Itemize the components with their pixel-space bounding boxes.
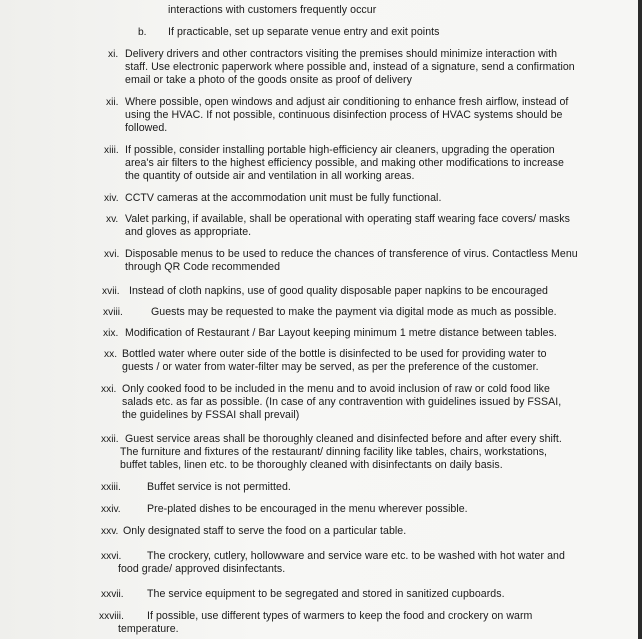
item-line-xv-2: and gloves as appropriate.: [125, 226, 252, 238]
item-line-xxvii-1: The service equipment to be segregated and stored in sanitized cupboards.: [147, 588, 505, 600]
item-line-xvi-2: through QR Code recommended: [125, 261, 281, 273]
item-marker-xxvii: xxvii.: [101, 589, 124, 600]
item-line-xxvi-1: The crockery, cutlery, hollowware and service ware etc. to be washed with hot water and: [147, 550, 565, 562]
item-line-xiv-1: CCTV cameras at the accommodation unit must be fully functional.: [125, 192, 442, 204]
item-marker-b: b.: [138, 27, 147, 38]
item-line-xviii-1: Guests may be requested to make the payment via digital mode as much as possible.: [151, 306, 557, 318]
item-marker-xxiv: xxiv.: [101, 504, 121, 515]
item-line-xxv-1: Only designated staff to serve the food on a particular table.: [123, 525, 407, 537]
item-line-xix-1: Modification of Restaurant / Bar Layout keeping minimum 1 metre distance between tables.: [125, 327, 557, 339]
item-marker-xxv: xxv.: [101, 526, 119, 537]
item-line-xv-1: Valet parking, if available, shall be operational with operating staff wearing face covers/ masks: [125, 213, 570, 225]
item-line-xxi-3: the guidelines by FSSAI shall prevail): [122, 409, 300, 421]
item-line-xxiv-1: Pre-plated dishes to be encouraged in the menu wherever possible.: [147, 503, 468, 515]
item-marker-xx: xx.: [104, 349, 118, 360]
item-marker-xiii: xiii.: [104, 145, 119, 156]
item-line-xxiii-1: Buffet service is not permitted.: [147, 481, 291, 493]
item-marker-xxii: xxii.: [101, 434, 119, 445]
item-line-xxviii-2: temperature.: [118, 623, 179, 635]
item-line-xxii-1: Guest service areas shall be thoroughly cleaned and disinfected before and after every shift.: [125, 433, 562, 445]
intro-line: interactions with customers frequently occur: [168, 4, 377, 16]
item-marker-xii: xii.: [106, 97, 119, 108]
item-line-xxii-3: buffet tables, linen etc. to be thoroughly cleaned with disinfectants on daily basis.: [120, 459, 503, 471]
item-line-xxviii-1: If possible, use different types of warmers to keep the food and crockery on warm: [147, 610, 533, 622]
item-line-xiii-1: If possible, consider installing portable high-efficiency air cleaners, upgrading the operation: [125, 144, 555, 156]
item-marker-xxvi: xxvi.: [101, 551, 122, 562]
item-marker-xix: xix.: [103, 328, 119, 339]
item-line-xxvi-2: food grade/ approved disinfectants.: [118, 563, 286, 575]
item-line-xi-2: staff. Use electronic paperwork where possible and, instead of a signature, send a confirmation: [125, 61, 575, 73]
item-line-xii-1: Where possible, open windows and adjust air conditioning to enhance fresh airflow, instead of: [125, 96, 569, 108]
item-marker-xxi: xxi.: [101, 384, 117, 395]
item-line-xii-2: using the HVAC. If not possible, continuous disinfection process of HVAC systems should be: [125, 109, 563, 121]
item-line-xvii-1: Instead of cloth napkins, use of good quality disposable paper napkins to be encouraged: [129, 285, 548, 297]
item-marker-xxviii: xxviii.: [99, 611, 124, 622]
item-line-xx-2: guests / or water from water-filter may be served, as per the preference of the customer.: [122, 361, 539, 373]
item-marker-xvi: xvi.: [104, 249, 120, 260]
item-line-xiii-2: area's air filters to the highest efficiency possible, and making other modifications to increase: [125, 157, 564, 169]
item-line-xi-1: Delivery drivers and other contractors visiting the premises should minimize interaction with: [125, 48, 558, 60]
item-marker-xv: xv.: [106, 214, 119, 225]
item-marker-xviii: xviii.: [103, 307, 123, 318]
item-marker-xvii: xvii.: [102, 286, 120, 297]
item-marker-xxiii: xxiii.: [101, 482, 121, 493]
item-line-xi-3: email or take a photo of the goods onsite as proof of delivery: [125, 74, 412, 86]
scan-edge: [638, 0, 642, 639]
item-marker-xiv: xiv.: [104, 193, 119, 204]
item-line-xvi-1: Disposable menus to be used to reduce the chances of transference of virus. Contactless Menu: [125, 248, 578, 260]
item-line-xx-1: Bottled water where outer side of the bottle is disinfected to be used for providing water to: [122, 348, 547, 360]
item-line-xxii-2: The furniture and fixtures of the restaurant/ dinning facility like tables, chairs, workstations,: [120, 446, 548, 458]
item-line-xiii-3: the quantity of outside air and ventilation in all working areas.: [125, 170, 415, 182]
item-line-xxi-1: Only cooked food to be included in the menu and to avoid inclusion of raw or cold food like: [122, 383, 550, 395]
item-marker-xi: xi.: [108, 49, 119, 60]
item-text-b: If practicable, set up separate venue entry and exit points: [168, 26, 440, 38]
item-line-xxi-2: salads etc. as far as possible. (In case of any contravention with guidelines issued by FSSAI,: [122, 396, 562, 408]
item-line-xii-3: followed.: [125, 122, 168, 134]
